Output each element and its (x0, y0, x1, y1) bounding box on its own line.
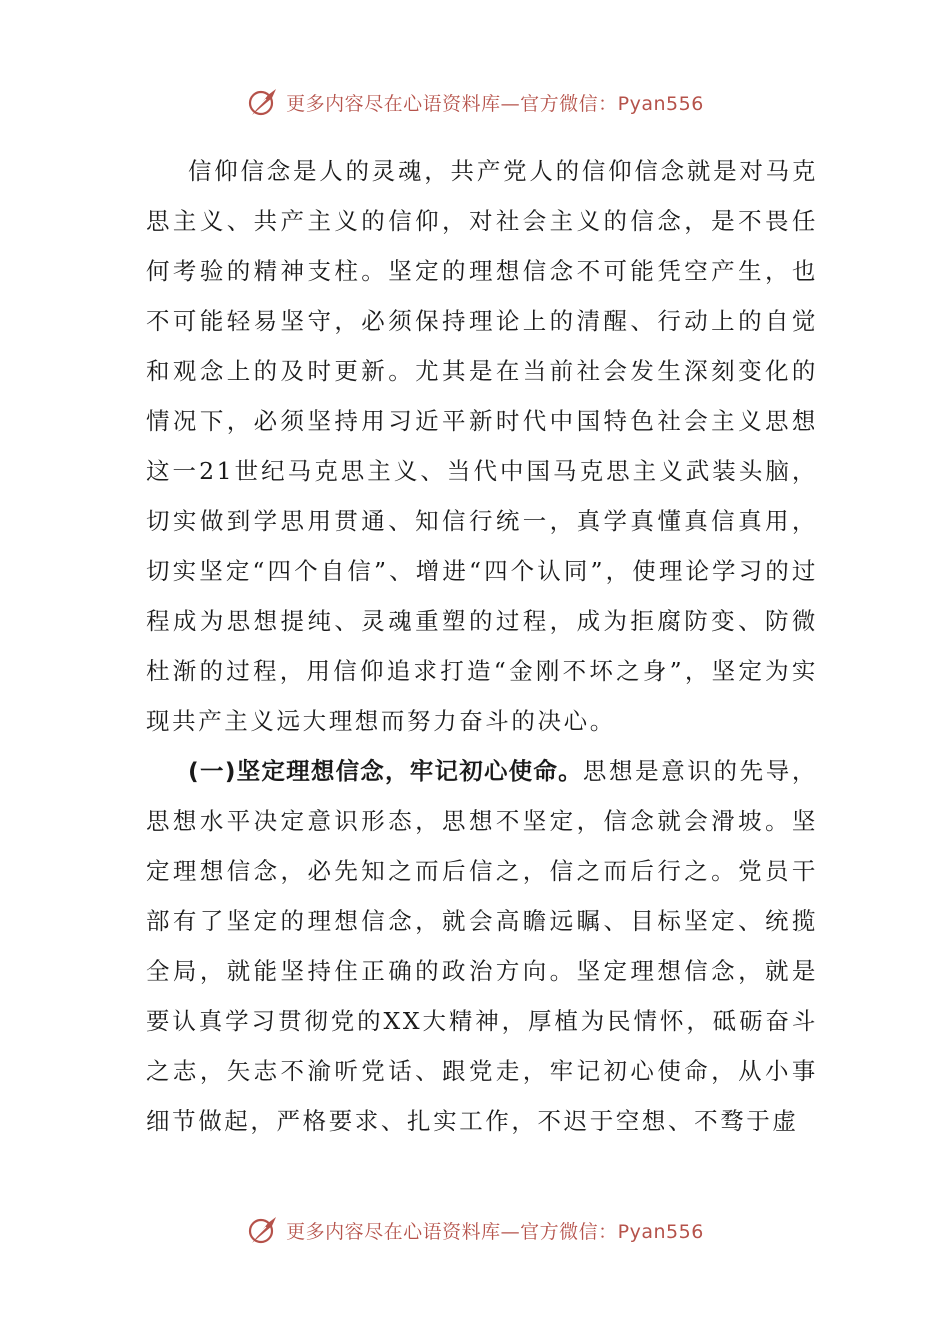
banner-text: 更多内容尽在心语资料库—官方微信：Pyan556 (286, 1220, 704, 1243)
paragraph-2 (146, 746, 818, 1146)
quill-circle-logo-icon (246, 1213, 280, 1247)
quill-circle-logo-icon (246, 85, 280, 119)
paragraph-2-body: 思想是意识的先导，思想水平决定意识形态，思想不坚定，信念就会滑坡。坚定理想信念，必先知之而后信之，信之而后行之。党员干部有了坚定的理想信念，就会高瞻远瞩、目标坚定、统揽全局，就能坚持住正确的政治方向。坚定理想信念，就是要认真学习贯彻党的XX大精神，厚植为民情怀，砥砺奋斗之志，矢志不渝听党话、跟党走，牢记初心使命，从小事细节做起，严格要求、扎实工作，不迟于空想、不骛于虚 (146, 757, 818, 1135)
header-banner (0, 80, 950, 124)
footer-banner (0, 1208, 950, 1252)
wechat-id: Pyan556 (617, 1220, 704, 1243)
wechat-id: Pyan556 (617, 92, 704, 115)
banner-text: 更多内容尽在心语资料库—官方微信：Pyan556 (286, 92, 704, 115)
document-body (146, 146, 818, 1146)
section-heading: (一)坚定理想信念，牢记初心使命。 (188, 757, 583, 785)
paragraph-1: 信仰信念是人的灵魂，共产党人的信仰信念就是对马克思主义、共产主义的信仰，对社会主义的信念，是不畏任何考验的精神支柱。坚定的理想信念不可能凭空产生，也不可能轻易坚守，必须保持理论上的清醒、行动上的自觉和观念上的及时更新。尤其是在当前社会发生深刻变化的情况下，必须坚持用习近平新时代中国特色社会主义思想这一21世纪马克思主义、当代中国马克思主义武装头脑，切实做到学思用贯通、知信行统一，真学真懂真信真用，切实坚定“四个自信”、增进“四个认同”，使理论学习的过程成为思想提纯、灵魂重塑的过程，成为拒腐防变、防微杜渐的过程，用信仰追求打造“金刚不坏之身”，坚定为实现共产主义远大理想而努力奋斗的决心。 (146, 157, 818, 735)
